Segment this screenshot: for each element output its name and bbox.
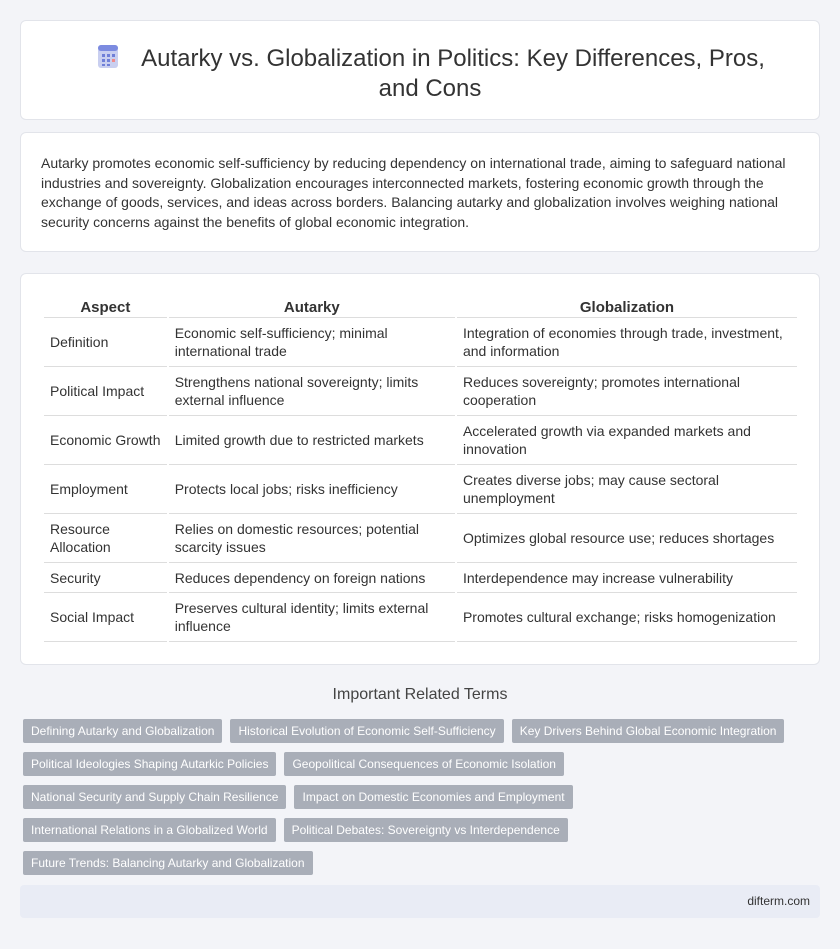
cell-globalization: Creates diverse jobs; may cause sectoral unemployment: [457, 465, 797, 514]
related-term-tag[interactable]: Key Drivers Behind Global Economic Integration: [512, 719, 785, 743]
related-term-tag[interactable]: Political Debates: Sovereignty vs Interdependence: [284, 818, 568, 842]
related-term-tag[interactable]: Defining Autarky and Globalization: [23, 719, 222, 743]
cell-aspect: Definition: [44, 318, 167, 367]
cell-aspect: Social Impact: [44, 593, 167, 642]
cell-autarky: Economic self-sufficiency; minimal international trade: [169, 318, 455, 367]
related-terms-heading: Important Related Terms: [332, 686, 508, 703]
cell-aspect: Security: [44, 563, 167, 593]
table-row: [44, 514, 797, 563]
page-title-wrap: [81, 43, 779, 104]
comparison-card: [20, 273, 820, 665]
table-row: [44, 563, 797, 593]
intro-paragraph: Autarky promotes economic self-sufficiency by reducing dependency on international trade, aiming to safeguard national industries and sovereignty. Globalization encourages interconnected markets, fostering economic growth through the exchange of goods, services, and ideas across borders. Balancing autarky and globalization involves weighing national security concerns against the benefits of global economic integration.: [41, 155, 786, 230]
cell-autarky: Limited growth due to restricted markets: [169, 416, 455, 465]
cell-autarky: Reduces dependency on foreign nations: [169, 563, 455, 593]
table-row: [44, 593, 797, 642]
cell-globalization: Optimizes global resource use; reduces shortages: [457, 514, 797, 563]
cell-autarky: Relies on domestic resources; potential scarcity issues: [169, 514, 455, 563]
cell-autarky: Preserves cultural identity; limits external influence: [169, 593, 455, 642]
cell-globalization: Integration of economies through trade, investment, and information: [457, 318, 797, 367]
related-term-tag[interactable]: Impact on Domestic Economies and Employment: [294, 785, 572, 809]
cell-aspect: Economic Growth: [44, 416, 167, 465]
cell-aspect: Political Impact: [44, 367, 167, 416]
cell-aspect: Resource Allocation: [44, 514, 167, 563]
related-term-tag[interactable]: International Relations in a Globalized World: [23, 818, 276, 842]
related-term-tag[interactable]: Historical Evolution of Economic Self-Sufficiency: [230, 719, 503, 743]
header-autarky: Autarky: [169, 296, 455, 318]
cell-globalization: Reduces sovereignty; promotes international cooperation: [457, 367, 797, 416]
cell-aspect: Employment: [44, 465, 167, 514]
footer: [20, 885, 820, 918]
cell-autarky: Protects local jobs; risks inefficiency: [169, 465, 455, 514]
header-aspect: Aspect: [44, 296, 167, 318]
cell-globalization: Accelerated growth via expanded markets and innovation: [457, 416, 797, 465]
header-globalization: Globalization: [457, 296, 797, 318]
comparison-table: [42, 296, 799, 642]
related-term-tag[interactable]: Future Trends: Balancing Autarky and Globalization: [23, 851, 313, 875]
document-icon: [95, 43, 121, 69]
title-card: [20, 20, 820, 120]
related-terms-list: [23, 719, 813, 875]
page-title: Autarky vs. Globalization in Politics: Key Differences, Pros, and Cons: [141, 45, 765, 102]
cell-autarky: Strengthens national sovereignty; limits external influence: [169, 367, 455, 416]
intro-card: [20, 132, 820, 252]
related-term-tag[interactable]: National Security and Supply Chain Resilience: [23, 785, 286, 809]
cell-globalization: Promotes cultural exchange; risks homogenization: [457, 593, 797, 642]
table-header-row: [44, 296, 797, 318]
table-row: [44, 416, 797, 465]
table-row: [44, 367, 797, 416]
footer-site-link[interactable]: difterm.com: [747, 894, 810, 908]
table-row: [44, 465, 797, 514]
related-term-tag[interactable]: Political Ideologies Shaping Autarkic Policies: [23, 752, 276, 776]
table-row: [44, 318, 797, 367]
related-term-tag[interactable]: Geopolitical Consequences of Economic Isolation: [284, 752, 563, 776]
cell-globalization: Interdependence may increase vulnerability: [457, 563, 797, 593]
